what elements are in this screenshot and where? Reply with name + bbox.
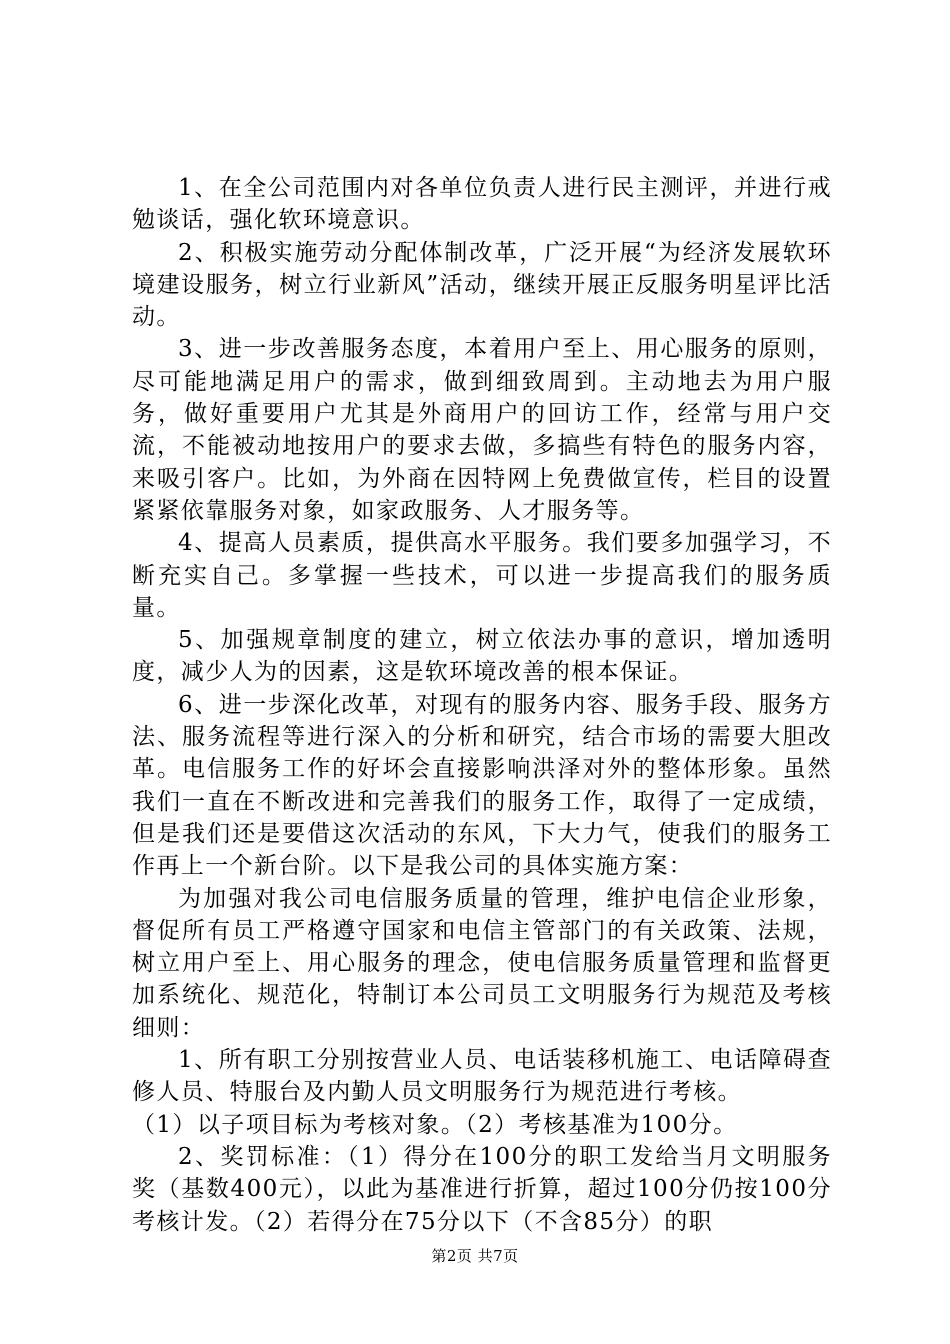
paragraph-7: 为加强对我公司电信服务质量的管理，维护电信企业形象，督促所有员工严格遵守国家和电信主管部门的有关政策、法规，树立用户至上、用心服务的理念，使电信服务质量管理和监督更加系统化、规范化，特制订本公司员工文明服务行为规范及考核细则： (132, 885, 832, 1041)
paragraph-3: 3、进一步改善服务态度，本着用户至上、用心服务的原则，尽可能地满足用户的需求，做到细致周到。主动地去为用户服务，做好重要用户尤其是外商用户的回访工作，经常与用户交流，不能被动地按用户的要求去做，多搞些有特色的服务内容，来吸引客户。比如，为外商在因特网上免费做宣传，栏目的设置紧紧依靠服务对象，如家政服务、人才服务等。 (132, 336, 832, 524)
paragraph-6: 6、进一步深化改革，对现有的服务内容、服务手段、服务方法、服务流程等进行深入的分析和研究，结合市场的需要大胆改革。电信服务工作的好坏会直接影响洪泽对外的整体形象。虽然我们一直在不断改进和完善我们的服务工作，取得了一定成绩，但是我们还是要借这次活动的东风，下大力气，使我们的服务工作再上一个新台阶。以下是我公司的具体实施方案： (132, 691, 832, 880)
paragraph-5: 5、加强规章制度的建立，树立依法办事的意识，增加透明度，减少人为的因素，这是软环境改善的根本保证。 (132, 627, 832, 686)
paragraph-8: 1、所有职工分别按营业人员、电话装移机施工、电话障碍查修人员、特服台及内勤人员文明服务行为规范进行考核。 (132, 1047, 832, 1106)
page-number-footer: 第2页 共7页 (431, 1247, 519, 1265)
paragraph-10: 2、奖罚标准：（1）得分在100分的职工发给当月文明服务奖（基数400元），以此为基准进行折算，超过100分仍按100分考核计发。（2）若得分在75分以下（不含85分）的职 (132, 1143, 832, 1235)
paragraph-1: 1、在全公司范围内对各单位负责人进行民主测评，并进行戒勉谈话，强化软环境意识。 (132, 175, 832, 234)
paragraph-4: 4、提高人员素质，提供高水平服务。我们要多加强学习，不断充实自己。多掌握一些技术，可以进一步提高我们的服务质量。 (132, 530, 832, 621)
paragraph-2: 2、积极实施劳动分配体制改革，广泛开展“为经济发展软环境建设服务，树立行业新风”活动，继续开展正反服务明星评比活动。 (132, 239, 832, 331)
paragraph-9: （1）以子项目标为考核对象。（2）考核基准为100分。 (132, 1111, 738, 1138)
document-body (132, 172, 832, 1238)
